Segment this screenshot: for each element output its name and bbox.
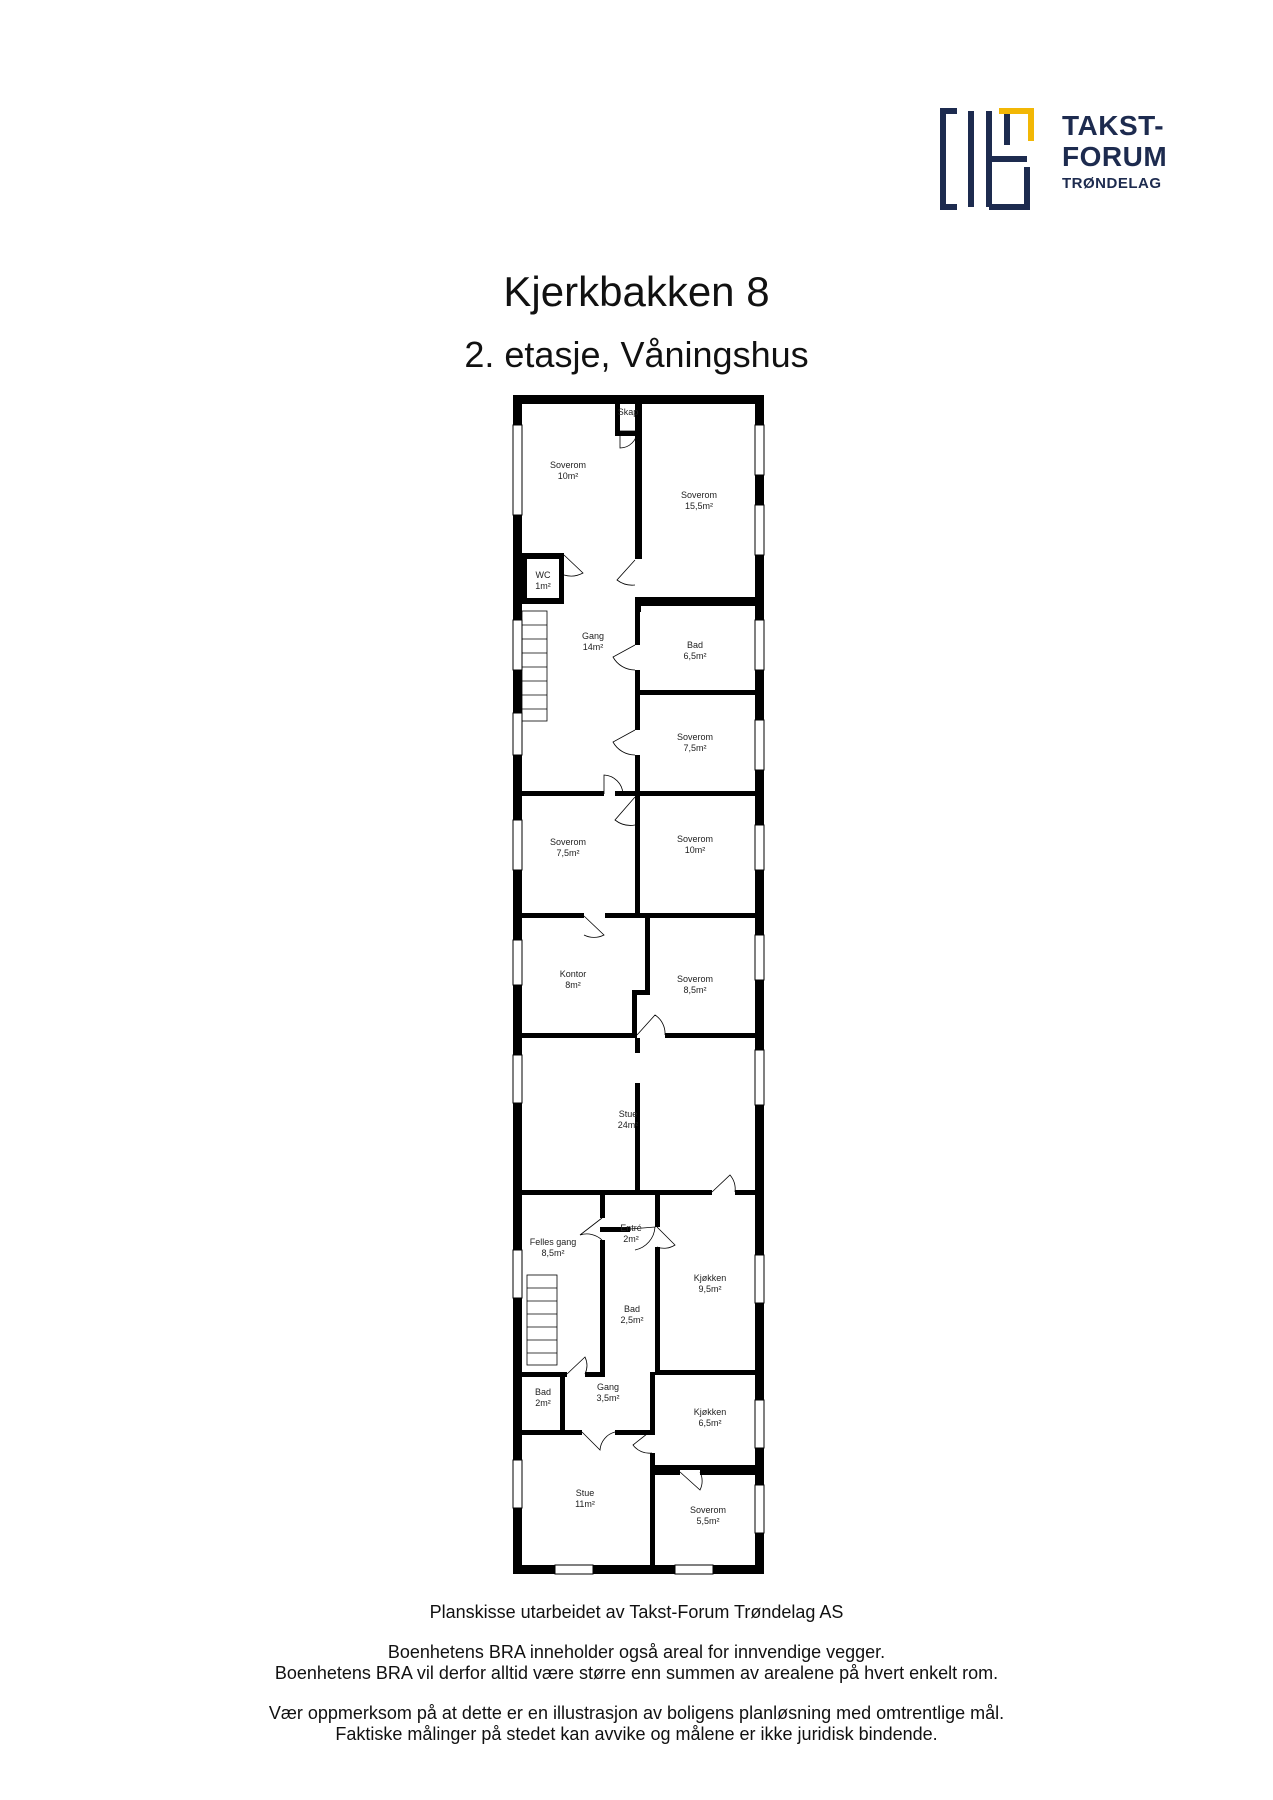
room-area: 7,5m² [556,848,580,858]
room-area: 10m² [557,471,579,481]
room-name: Soverom [676,732,714,742]
room-area: 3,5m² [596,1393,620,1403]
logo-wordmark [1062,112,1167,191]
room-name: Kjøkken [693,1407,727,1417]
room-name: Kjøkken [693,1273,727,1283]
footer-bra-line-1: Boenhetens BRA inneholder også areal for innvendige vegger. [387,1642,886,1662]
room-name: Soverom [689,1505,727,1515]
page-title: Kjerkbakken 8 [503,268,770,315]
footer-disclaimer-line-1: Vær oppmerksom på at dette er en illustrasjon av boligens planløsning med omtrentlige mål. [268,1703,1005,1723]
room-area: 2,5m² [620,1315,644,1325]
room-area: 9,5m² [698,1284,722,1294]
room-name: Gang [581,631,605,641]
room-area: 8,5m² [541,1248,565,1258]
room-area: 14m² [582,642,604,652]
room-name: Soverom [680,490,718,500]
room-name: Bad [686,640,704,650]
room-name: Soverom [676,974,714,984]
room-area: 24m² [617,1120,639,1130]
logo-line-3: TRØNDELAG [1062,175,1162,192]
room-area: 2m² [623,1234,639,1244]
room-name: Kontor [559,969,587,979]
room-name: Bad [534,1387,552,1397]
room-area: 15,5m² [684,501,714,511]
room-area: 6,5m² [683,651,707,661]
footer-credit: Planskisse utarbeidet av Takst-Forum Trøndelag AS [429,1602,844,1622]
footer-bra-line-2: Boenhetens BRA vil derfor alltid være større enn summen av arealene på hvert enkelt rom. [274,1663,999,1683]
floor-plan [505,395,770,1575]
footer-disclaimer-line-2: Faktiske målinger på stedet kan avvike og målene er ikke juridisk bindende. [335,1724,938,1744]
room-name: Gang [596,1382,620,1392]
room-name: WC [535,570,551,580]
room-area: 5,5m² [696,1516,720,1526]
room-area: 8m² [565,980,581,990]
room-name: Soverom [549,837,587,847]
room-name: Soverom [676,834,714,844]
room-name: Entré [620,1223,642,1233]
room-area: 8,5m² [683,985,707,995]
room-name: Stue [575,1488,595,1498]
room-area: 10m² [684,845,706,855]
room-name: Bad [623,1304,641,1314]
room-name: Soverom [549,460,587,470]
room-name: Skap [617,407,639,417]
room-area: 7,5m² [683,743,707,753]
room-name: Stue [618,1109,638,1119]
room-area: 6,5m² [698,1418,722,1428]
room-name: Felles gang [529,1237,577,1247]
logo-line-2: FORUM [1062,141,1168,172]
logo-line-1: TAKST- [1062,110,1165,141]
page-subtitle: 2. etasje, Våningshus [464,334,809,375]
room-area: 11m² [575,1499,595,1509]
room-area: 2m² [535,1398,551,1408]
room-area: 1m² [535,581,551,591]
